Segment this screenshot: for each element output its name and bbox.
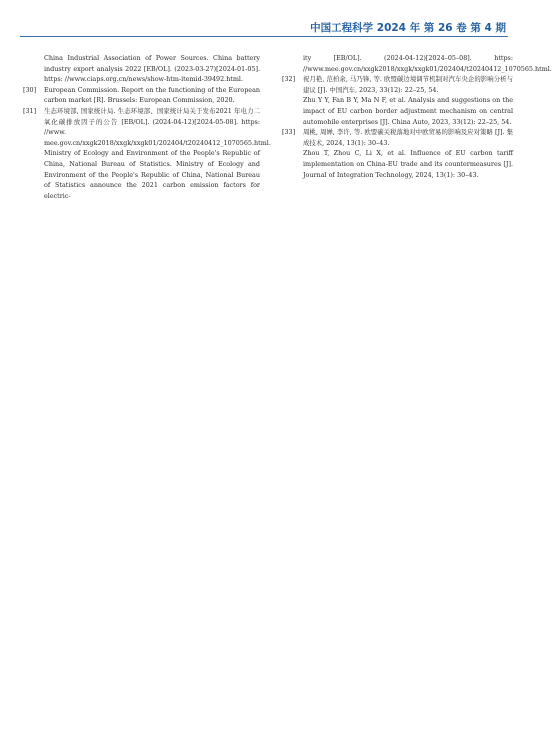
reference-number: [33] xyxy=(282,128,296,137)
reference-number: [30] xyxy=(23,85,37,94)
header-rule xyxy=(20,36,508,37)
reference-translation xyxy=(20,148,260,201)
journal-header: 中国工程科学 2024 年 第 26 卷 第 4 期 xyxy=(310,22,506,34)
reference-translation xyxy=(279,148,513,180)
reference-translation xyxy=(279,95,513,127)
reference-text: ity [EB/OL]. (2024-04-12)[2024–05–08]. https: //www.mee.gov.cn/xxgk2018/xxgk/xxgk01/202404/t20240412_1070565.html. xyxy=(303,54,552,73)
reference-text: China Industrial Association of Power Sources. China battery industry export analysis 2022 [EB/OL]. (2023-03-27)[2024-01-05]. https: //www.ciaps.org.cn/news/show-htm-itemid-39492.html. xyxy=(44,54,260,84)
reference-text: 生态环境部, 国家统计局. 生态环境部、国家统计局关于发布2021 年电力二氧化碳排放因子的公告 [EB/OL]. (2024-04-12)[2024-05-08]. https: //www. mee.gov.cn/xxgk2018/xxgk/xxgk01/202404/t20240412_1070565.html. xyxy=(44,106,271,147)
reference-item xyxy=(279,74,513,95)
reference-item xyxy=(279,127,513,148)
reference-continuation xyxy=(20,53,260,85)
reference-text: Ministry of Ecology and Environment of the People's Republic of China, National Bureau of Statistics. Ministry of Ecology and Environment of the People's Republic of China, National Bureau of Statistics announce the 2021 carbon emission factors for electric- xyxy=(44,149,260,200)
right-column xyxy=(279,53,552,180)
left-column xyxy=(20,53,271,201)
reference-item xyxy=(20,106,271,148)
reference-number: [32] xyxy=(282,75,296,84)
reference-number: [31] xyxy=(23,106,37,115)
reference-text: Zhu Y Y, Fan B Y, Ma N F, et al. Analysis and suggestions on the impact of EU carbon border adjustment mechanism on central automobile enterprises [J]. China Auto, 2023, 33(12): 22–25, 54. xyxy=(303,96,513,126)
reference-text: European Commission. Report on the functioning of the European carbon market [R]. Brussels: European Commission, 2020. xyxy=(44,85,260,105)
reference-continuation xyxy=(279,53,552,74)
reference-text: 祝月艳, 范柏余, 马乃锋, 等. 欧盟碳边境调节机制对汽车央企的影响分析与建议 [J]. 中国汽车, 2023, 33(12): 22–25, 54. xyxy=(303,75,513,94)
reference-text: Zhou T, Zhou C, Li X, et al. Influence of EU carbon tariff implementation on China-EU trade and its countermeasures [J]. Journal of Integration Technology, 2024, 13(1): 30–43. xyxy=(303,149,513,179)
reference-item xyxy=(20,85,260,106)
reference-text: 周桃, 周婵, 李许, 等. 欧盟碳关税落地对中欧贸易的影响及应对策略 [J]. 集成技术, 2024, 13(1): 30–43. xyxy=(303,128,513,147)
